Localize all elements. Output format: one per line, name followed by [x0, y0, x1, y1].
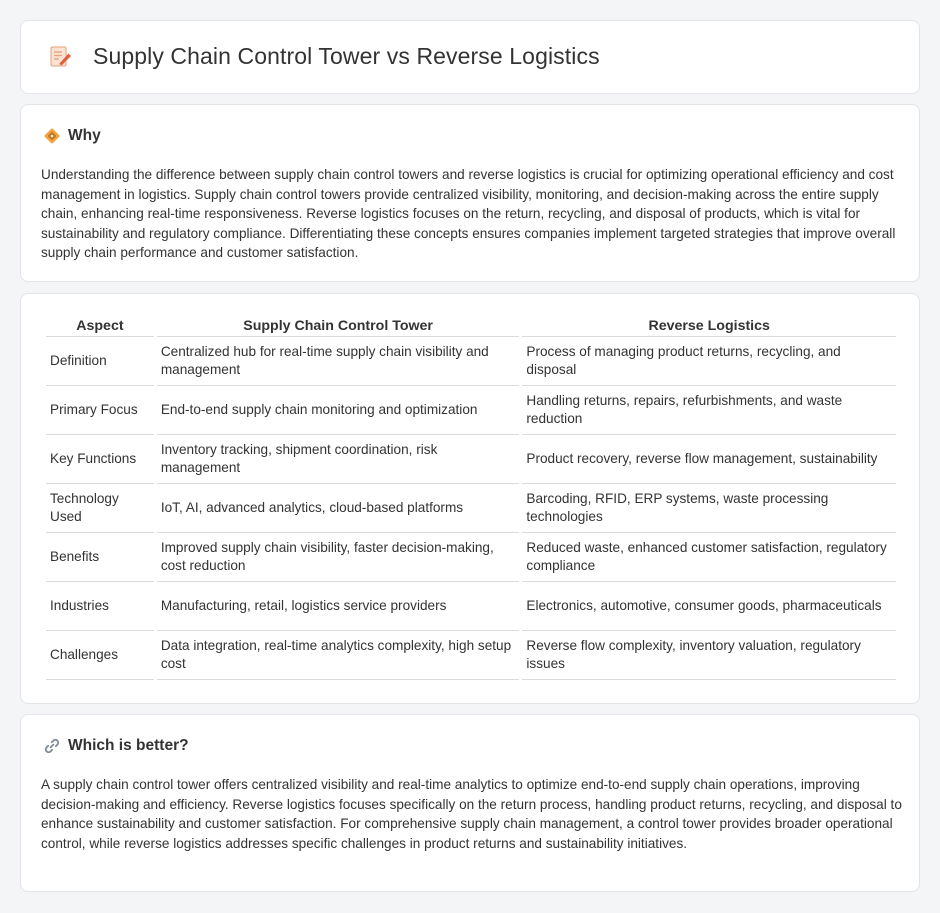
table-row	[46, 533, 896, 582]
better-card	[20, 714, 920, 892]
header-aspect: Aspect	[46, 315, 154, 337]
reverse-cell: Reverse flow complexity, inventory valuation, regulatory issues	[522, 631, 896, 680]
tower-cell: End-to-end supply chain monitoring and optimization	[157, 386, 520, 435]
aspect-cell: Industries	[46, 582, 154, 631]
reverse-cell: Barcoding, RFID, ERP systems, waste processing technologies	[522, 484, 896, 533]
table-row	[46, 337, 896, 386]
reverse-cell: Reduced waste, enhanced customer satisfaction, regulatory compliance	[522, 533, 896, 582]
why-heading: Why	[68, 127, 101, 144]
aspect-cell: Definition	[46, 337, 154, 386]
tower-cell: Centralized hub for real-time supply chain visibility and management	[157, 337, 520, 386]
page-title: Supply Chain Control Tower vs Reverse Logistics	[93, 43, 600, 69]
title-card	[20, 20, 920, 94]
tower-cell: IoT, AI, advanced analytics, cloud-based platforms	[157, 484, 520, 533]
reverse-cell: Process of managing product returns, recycling, and disposal	[522, 337, 896, 386]
better-heading-row	[43, 737, 189, 755]
table-row	[46, 484, 896, 533]
reverse-cell: Electronics, automotive, consumer goods, pharmaceuticals	[522, 582, 896, 631]
tower-cell: Manufacturing, retail, logistics service providers	[157, 582, 520, 631]
header-control-tower: Supply Chain Control Tower	[157, 315, 520, 337]
table-row	[46, 631, 896, 680]
aspect-cell: Primary Focus	[46, 386, 154, 435]
why-card	[20, 104, 920, 282]
table-row	[46, 435, 896, 484]
aspect-cell: Technology Used	[46, 484, 154, 533]
tower-cell: Data integration, real-time analytics complexity, high setup cost	[157, 631, 520, 680]
comparison-table	[43, 315, 899, 680]
why-heading-row	[43, 127, 101, 145]
table-header-row	[46, 315, 896, 337]
table-row	[46, 582, 896, 631]
tower-cell: Improved supply chain visibility, faster decision-making, cost reduction	[157, 533, 520, 582]
document-pencil-icon	[47, 44, 73, 70]
link-icon	[43, 737, 61, 755]
why-paragraph: Understanding the difference between supply chain control towers and reverse logistics is crucial for optimizing operational efficiency and cost management in logistics. Supply chain control towers provide centralized visibility, monitoring, and decision-making across the entire supply chain, enhancing real-time responsiveness. Reverse logistics focuses on the return, recycling, and disposal of products, which is vital for sustainability and regulatory compliance. Differentiating these concepts ensures companies implement targeted strategies that improve overall supply chain performance and customer satisfaction.	[41, 167, 896, 261]
aspect-cell: Key Functions	[46, 435, 154, 484]
tower-cell: Inventory tracking, shipment coordination, risk management	[157, 435, 520, 484]
aspect-cell: Benefits	[46, 533, 154, 582]
header-reverse-logistics: Reverse Logistics	[522, 315, 896, 337]
better-paragraph: A supply chain control tower offers centralized visibility and real-time analytics to optimize end-to-end supply chain operations, improving decision-making and efficiency. Reverse logistics focuses specifically on the return process, handling product returns, recycling, and disposal to enhance sustainability and customer satisfaction. For comprehensive supply chain management, a control tower provides broader operational control, while reverse logistics addresses specific challenges in product returns and sustainability initiatives.	[41, 777, 902, 851]
reverse-cell: Handling returns, repairs, refurbishments, and waste reduction	[522, 386, 896, 435]
diamond-sign-icon	[43, 127, 61, 145]
comparison-card	[20, 293, 920, 704]
aspect-cell: Challenges	[46, 631, 154, 680]
reverse-cell: Product recovery, reverse flow management, sustainability	[522, 435, 896, 484]
title-row	[47, 43, 600, 70]
table-row	[46, 386, 896, 435]
better-heading: Which is better?	[68, 737, 189, 754]
